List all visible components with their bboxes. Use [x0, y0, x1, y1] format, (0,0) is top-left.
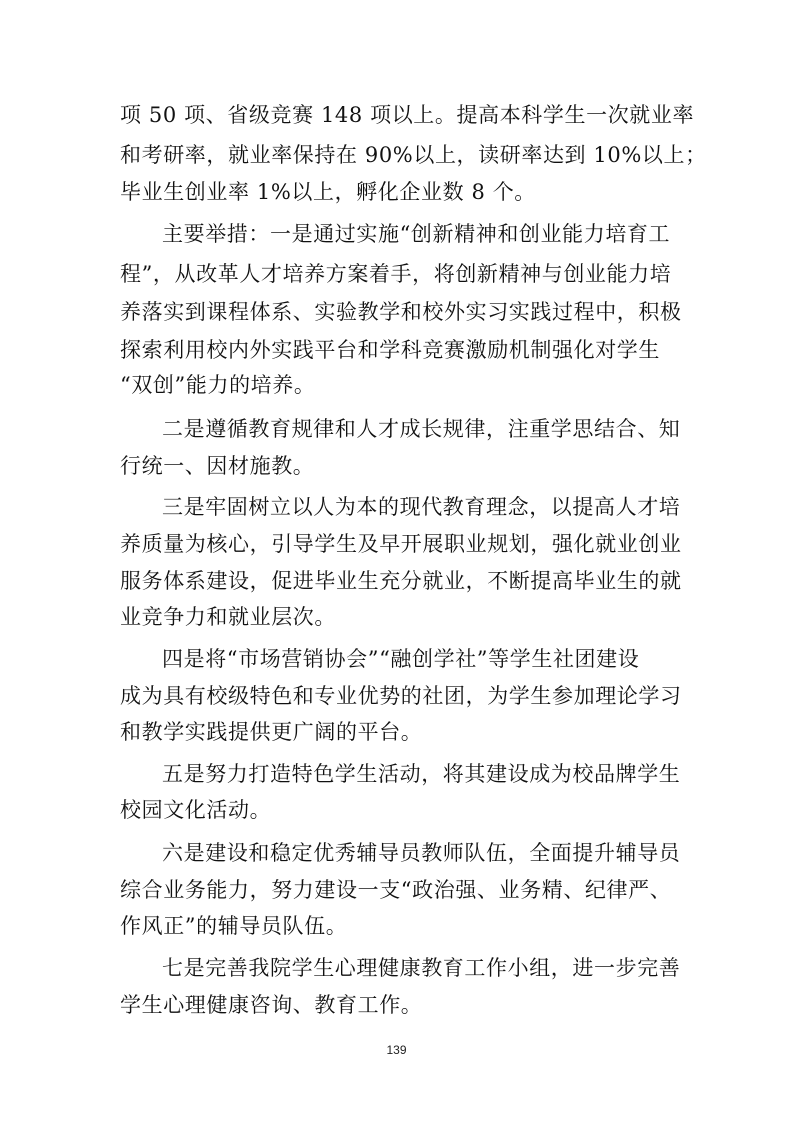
text-line: 和教学实践提供更广阔的平台。 [120, 720, 423, 744]
text-line: 综合业务能力，努力建设一支“政治强、业务精、纪律严、 [120, 878, 672, 902]
paragraph-main-measures-line: 主要举措：一是通过实施“创新精神和创业能力培育工 [162, 222, 671, 246]
text-line: 作风正”的辅导员队伍。 [120, 914, 348, 938]
paragraph-four-line: 四是将“市场营销协会”“融创学社”等学生社团建设 [162, 647, 640, 671]
text-line: 业竞争力和就业层次。 [120, 605, 336, 629]
text-line: 和考研率，就业率保持在 90%以上，读研率达到 10%以上； [120, 143, 707, 167]
paragraph-two-line: 二是遵循教育规律和人才成长规律，注重学思结合、知 [162, 417, 681, 441]
text-line: 养落实到课程体系、实验教学和校外实习实践过程中，积极 [120, 300, 682, 324]
paragraph-three-line: 三是牢固树立以人为本的现代教育理念，以提高人才培 [162, 495, 681, 519]
text-line: 毕业生创业率 1%以上，孵化企业数 8 个。 [120, 180, 536, 204]
text-line: 学生心理健康咨询、教育工作。 [120, 993, 423, 1017]
text-line: 服务体系建设，促进毕业生充分就业，不断提高毕业生的就 [120, 569, 682, 593]
text-line: 行统一、因材施教。 [120, 454, 315, 478]
paragraph-seven-line: 七是完善我院学生心理健康教育工作小组，进一步完善 [162, 956, 681, 980]
text-line: 养质量为核心，引导学生及早开展职业规划，强化就业创业 [120, 532, 682, 556]
paragraph-six-line: 六是建设和稳定优秀辅导员教师队伍，全面提升辅导员 [162, 841, 681, 865]
page-number: 139 [386, 1043, 407, 1057]
text-line: 项 50 项、省级竞赛 148 项以上。提高本科学生一次就业率 [120, 103, 695, 127]
paragraph-five-line: 五是努力打造特色学生活动，将其建设成为校品牌学生 [162, 762, 681, 786]
text-line: 校园文化活动。 [120, 798, 272, 822]
text-line: 探索利用校内外实践平台和学科竞赛激励机制强化对学生 [120, 338, 660, 362]
text-line: “双创”能力的培养。 [120, 373, 316, 397]
text-line: 程”，从改革人才培养方案着手，将创新精神与创业能力培 [120, 262, 672, 286]
text-line: 成为具有校级特色和专业优势的社团，为学生参加理论学习 [120, 684, 682, 708]
